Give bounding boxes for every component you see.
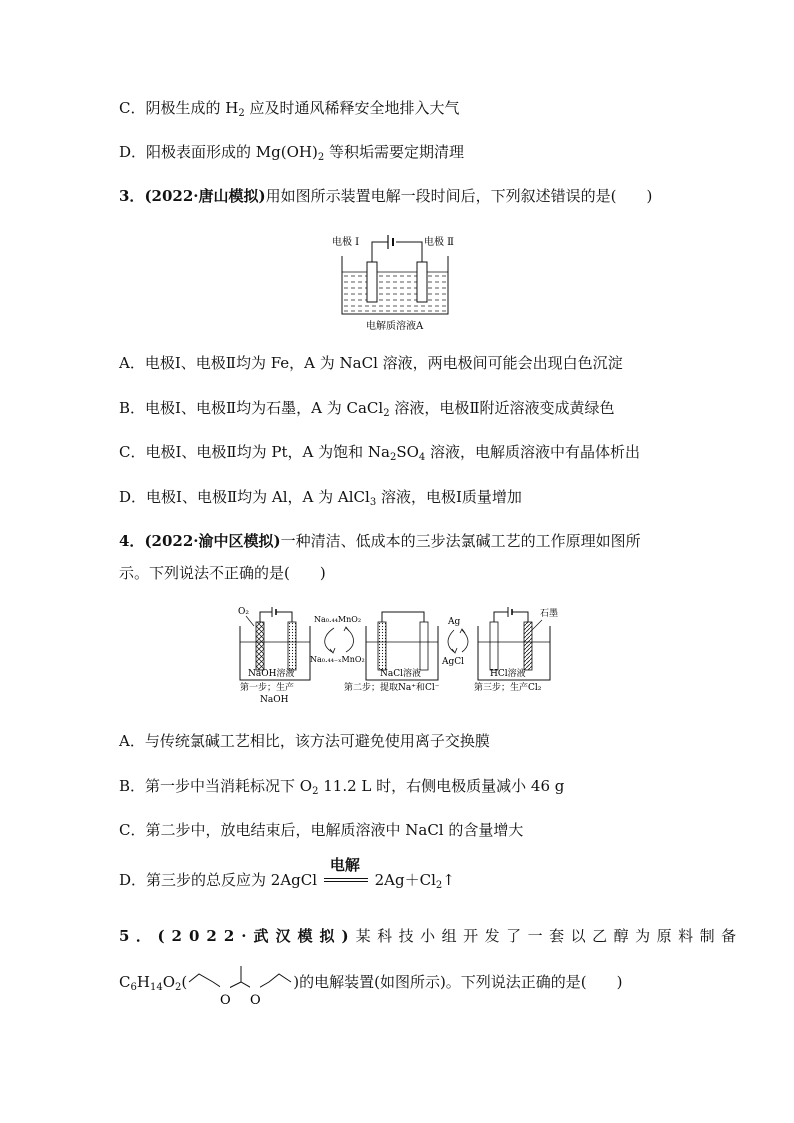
q4-stem-line2: 示。下列说法不正确的是( ): [119, 564, 326, 582]
condition-label: 电解: [329, 856, 360, 874]
agcl-label: AgCl: [442, 657, 465, 667]
graphite-label: 石墨: [540, 609, 559, 619]
electrode-2-label: 电极 Ⅱ: [424, 237, 454, 248]
hcl-solution-label: HCl溶液: [490, 669, 526, 679]
q5-stem-line1: 5．(2022·武汉模拟)某科技小组开发了一套以乙醇为原料制备: [119, 927, 743, 945]
q4-option-d: D．第三步的总反应为 2AgCl 电解 $2Ag+Cl_2↑$: [119, 856, 455, 891]
step1-product-label: NaOH: [260, 695, 289, 705]
question-number: 3．: [119, 187, 145, 205]
q3-option-b: B．电极Ⅰ、电极Ⅱ均为石墨，A 为 CaCl$_2$ 溶液，电极Ⅱ附近溶液变成黄绿色: [119, 399, 615, 419]
q5-stem-line2: $C_6H_{14}O_2$( O O )的电解装置(如图所示)。下列说法正确的是( ): [119, 973, 623, 1008]
step2-label: 第二步；提取Na⁺和Cl⁻: [344, 683, 440, 693]
q4-option-b: B．第一步中当消耗标况下 $O_2$ 11.2 L 时，右侧电极质量减小 46 g: [119, 777, 565, 797]
oxygen-atom-label: O: [220, 993, 231, 1008]
q4-stem-line1: 4．(2022·渝中区模拟)一种清洁、低成本的三步法氯碱工艺的工作原理如图所: [119, 532, 641, 550]
q3-option-a: A．电极Ⅰ、电极Ⅱ均为 Fe，A 为 NaCl 溶液，两电极间可能会出现白色沉淀: [119, 354, 623, 372]
question-source: (2022·唐山模拟): [144, 187, 266, 205]
q4-figure-three-step-chlor-alkali: [234, 604, 562, 708]
q4-option-a: A．与传统氯碱工艺相比，该方法可避免使用离子交换膜: [119, 732, 490, 750]
o2-label: O₂: [238, 607, 249, 617]
question-source: (2022·武汉模拟): [157, 927, 356, 945]
electrolysis-condition-arrow: [324, 856, 368, 891]
step1-label: 第一步；生产: [240, 683, 295, 693]
q2-option-d: D．阳极表面形成的 $Mg(OH)_2$ 等积垢需要定期清理: [119, 143, 464, 163]
question-source: (2022·渝中区模拟): [144, 532, 281, 550]
electrode-1-label: 电极 Ⅰ: [332, 237, 360, 248]
naoh-solution-label: NaOH溶液: [248, 669, 295, 679]
nacl-solution-label: NaCl溶液: [380, 669, 422, 679]
na044x-mno2-label: Na₀.₄₄₋ₓMnO₂: [310, 655, 365, 664]
oxygen-atom-label: O: [250, 993, 261, 1008]
na044-mno2-label: Na₀.₄₄MnO₂: [314, 615, 362, 624]
electrolyte-label: 电解质溶液A: [366, 321, 424, 332]
q3-option-c: C．电极Ⅰ、电极Ⅱ均为 Pt，A 为饱和 $Na_2SO_4$ 溶液，电解质溶液中有晶体析出: [119, 443, 641, 463]
q3-option-d: D．电极Ⅰ、电极Ⅱ均为 Al，A 为 AlCl$_3$ 溶液，电极Ⅰ质量增加: [119, 488, 522, 508]
q3-stem: 3．(2022·唐山模拟)用如图所示装置电解一段时间后，下列叙述错误的是( ): [119, 187, 653, 205]
question-number: 5．: [119, 927, 158, 945]
acetal-skeletal-structure: [187, 972, 293, 1008]
q2-option-c: C．阴极生成的 $H_2$ 应及时通风稀释安全地排入大气: [119, 99, 460, 119]
q4-option-c: C．第二步中，放电结束后，电解质溶液中 NaCl 的含量增大: [119, 821, 524, 839]
step3-label: 第三步；生产Cl₂: [474, 683, 542, 693]
ag-label: Ag: [448, 617, 461, 627]
q3-figure-electrolysis-cell: [330, 228, 455, 334]
question-number: 4．: [119, 532, 145, 550]
